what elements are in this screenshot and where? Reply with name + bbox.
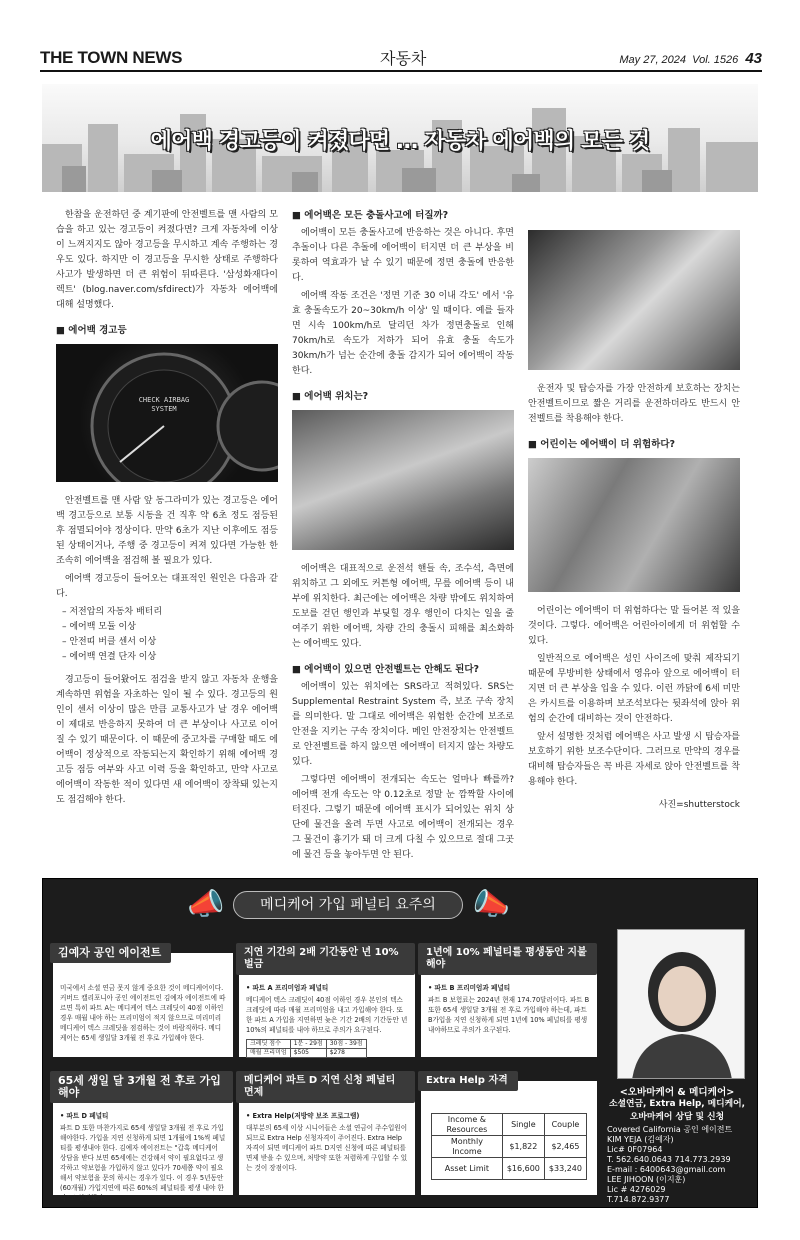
table-cell: 1분 - 29점: [290, 1040, 326, 1049]
contact-line: LEE JIHOON (이지훈): [607, 1175, 686, 1184]
ad-box-agent: [53, 946, 233, 1057]
paragraph: 그렇다면 에어백이 전개되는 속도는 얼마나 빠를까? 에어백 전개 속도는 약 0.12초로 정말 눈 깜짝할 사이에 터진다. 그렇기 때문에 에어백 표시가 되어있는 위치 상단에 물건을 올려 두면 사고로 에어백이 전개되는 경우 그 물건이 흉기가 돼 더 크게 다칠 수 있으므로 절대 그곳에 물건 등을 놓아두면 안 된다.: [292, 775, 514, 860]
ad-box-part-b: [421, 947, 597, 1057]
box-text: 파트 D 또한 마찬가지로 65세 생일달 3개월 전 후로 가입해야한다. 가입을 지연 신청하게 되면 1개월에 1%씩 페널티를 평생내야 한다. 김예자 에이전트는 "갑혹 메디케어 상담을 받다 보면 65세에는 건강해서 약이 필요없다고 생각하고 약보험을 가입하지 않고 있다가 70세쯤 약이 필요해서 약보험을 문의 하시는 경우가 있다. 이 경우 5년동안(60개월) 가입지연에 따른 60%의 페널티를 평생 내야 한다"고 설명했다.: [60, 1124, 226, 1202]
table-cell: $2,465: [544, 1136, 586, 1158]
airbag-warning-text: CHECK AIRBAG SYSTEM: [138, 396, 190, 413]
table-header: Income & Resources: [432, 1114, 503, 1136]
dashboard-photo: [56, 344, 278, 482]
issue-date: May 27, 2024: [619, 54, 687, 66]
box-tab: 메디케어 파트 D 지연 신청 페널티 면제: [236, 1071, 415, 1103]
box-tab: 1년에 10% 페널티를 평생동안 지불해야: [418, 943, 597, 975]
agent-portrait: [617, 929, 745, 1079]
table-cell: 30점 - 39점: [326, 1040, 366, 1049]
contact-line: T.714.872.9377: [607, 1195, 670, 1204]
table-cell: $16,600: [502, 1158, 544, 1180]
paragraph: 에어백 작동 조건은 '정면 기준 30 이내 각도' 에서 '유효 충돌속도가 20~30km/h 이상' 일 때이다. 예를 들자면 시속 100km/h로 달리던 차가 정면충돌로 인해 70km/h로 속도가 저하가 되어 유효 충돌 속도가 30km/h가 넘는 순간에 충돌 감지가 되어 에어백이 작동한다.: [292, 291, 514, 376]
megaphone-icon: 📣: [187, 887, 225, 922]
section-heading: ■ 에어백 경고등: [56, 325, 127, 336]
contact-line: KIM YEJA (김예자): [607, 1135, 674, 1144]
ad-box-part-d: [53, 1074, 233, 1202]
table-header-row: [432, 1114, 587, 1136]
box-tab: 65세 생일 달 3개월 전 후로 가입해야: [50, 1071, 233, 1103]
list-item: – 저전압의 자동차 배터리: [62, 607, 163, 617]
page-header: [40, 46, 762, 72]
table-cell: $505: [290, 1049, 326, 1058]
box-subtitle: • 파트 B 프리미엄과 페널티: [428, 984, 511, 992]
ad-box-part-a: [239, 947, 415, 1057]
intro-paragraph: 한참을 운전하던 중 계기판에 안전벨트를 맨 사람의 모습을 하고 있는 경고등이 켜졌다면? 크게 자동차에 이상이 느껴지지도 않아 경고등을 무시하고 계속 주행하는 경우도 있다. 하지만 이 경고등을 무시한 상태로 주행하다 사고가 발생하면 더 큰 위험이 뒤따른다. '삼성화재다이렉트' (blog.naver.com/sfdirect)가 자동차 에어백에 대해 설명했다.: [56, 210, 278, 310]
contact-line: E-mail : 6400643@gmail.com: [607, 1165, 726, 1174]
box-text: 파트 B 보험료는 2024년 현재 174.70달러이다. 파트 B 또한 65세 생일달 3개월 전 후로 가입해야 하는데, 파트B가입을 지연 신청하게 되면 1년에 10% 페널티를 평생 내야하므로 주의가 요구된다.: [428, 996, 590, 1034]
megaphone-icon: 📣: [473, 887, 511, 922]
box-subtitle: • 파트 A 프리미엄과 페널티: [246, 984, 329, 992]
eligibility-table: [431, 1113, 587, 1180]
section-heading: ■ 에어백이 있으면 안전벨트는 안해도 된다?: [292, 664, 480, 675]
table-row: [432, 1158, 587, 1180]
section-name: 자동차: [380, 49, 427, 68]
contact-line: Covered California 공인 에이전트: [607, 1125, 733, 1134]
table-header: Single: [502, 1114, 544, 1136]
contact-services: 소셜연금, Extra Help, 메디케어,: [609, 1099, 745, 1109]
box-text: 메디케어 텍스 크레딧이 40점 이하인 경우 본인의 텍스 크레딧에 따라 매월 프리미엄을 내고 가입해야 한다. 또한 파트 A 가입을 지연하면 늦은 기간 2배의 기간동안 년 10%의 페널티를 내야 하므로 주의가 요구된다.: [246, 996, 408, 1034]
list-item: – 에어백 연결 단자 이상: [62, 652, 157, 662]
box-tab: 김예자 공인 에이전트: [50, 943, 171, 963]
section-heading: ■ 에어백 위치는?: [292, 391, 369, 402]
paragraph: 에어백 경고등이 들어오는 대표적인 원인은 다음과 같다.: [56, 574, 278, 599]
headline-banner: [42, 84, 758, 192]
box-tab: Extra Help 자격: [418, 1071, 518, 1091]
headline: 에어백 경고등이 켜졌다면 … 자동차 에어백의 모든 것: [150, 129, 650, 154]
ad-box-extra-help: [239, 1075, 415, 1195]
article-column-2: [292, 208, 514, 866]
masthead: THE TOWN NEWS: [40, 48, 183, 67]
contact-line: Lic # 4276029: [607, 1185, 666, 1194]
ad-title: 메디케어 가입 페널티 요주의: [233, 891, 463, 919]
paragraph: 어린이는 에어백이 더 위험하다는 말 들어본 적 있을 것이다. 그렇다. 에어백은 어린아이에게 더 위험할 수 있다.: [528, 606, 740, 646]
ad-box-eligibility: [421, 1075, 597, 1195]
table-header: Couple: [544, 1114, 586, 1136]
table-cell: Asset Limit: [432, 1158, 503, 1180]
section-heading: ■ 에어백은 모든 충돌사고에 터질까?: [292, 210, 449, 221]
agent-contact-block: [601, 1087, 753, 1205]
portrait-illustration: [618, 930, 745, 1079]
medicare-advertisement: [42, 878, 758, 1208]
vol-number: 1526: [713, 54, 739, 66]
table-row: [247, 1049, 367, 1058]
paragraph: 운전자 및 탑승자를 가장 안전하게 보호하는 장치는 안전벨트이므로 짧은 거리를 운전하더라도 반드시 안전벨트를 착용해야 한다.: [528, 384, 740, 424]
list-item: – 안전띠 버클 센서 이상: [62, 637, 157, 647]
box-text: 대부분의 65세 이상 시니어들은 소셜 연금이 주수입원이 되므로 Extra Help 신청자격이 주어진다. Extra Help 자격이 되면 메디케어 파트 D지연 신청에 따른 페널티를 면제 받을 수 있으며, 처방약 또한 저렴하게 구입할 수 있는 것이 장점이다.: [246, 1124, 408, 1172]
paragraph: 경고등이 들어왔어도 점검을 받지 않고 자동차 운행을 계속하면 위험을 자초하는 일이 될 수 있다. 경고등의 원인이 센서 이상이 많은 만큼 교통사고가 날 경우 에어백이 제대로 반응하지 못하여 더 큰 부상이나 사고로 이어질 수 있기 때문이다. 이 때문에 중고차를 구매할 때도 에어백이 정상적으로 작동되는지 확인하기 위해 에어백 경고등 점등 여부와 사고 이력 등을 확인하고, 만약 사고로 에어백이 작동한 적이 있다면 새 에어백이 장착돼 있는지도 점검해야 한다.: [56, 675, 278, 805]
article-column-1: [56, 208, 278, 811]
seatbelt-photo: [528, 230, 740, 370]
contact-services: 오바마케어 상담 및 신청: [629, 1112, 725, 1122]
paragraph: 안전벨트를 맨 사람 앞 동그라미가 있는 경고등은 에어백 경고등으로 보통 시동을 건 직후 약 6초 정도 점등된 후 점멸되어야 정상이다. 만약 6초가 지난 이후에도 점등된 상태이거나, 주행 중 경고등이 켜져 있다면 가능한 한 조속히 에어백을 점검해 볼 필요가 있다.: [56, 496, 278, 566]
paragraph: 앞서 설명한 것처럼 에어백은 사고 발생 시 탑승자를 보호하기 위한 보조수단이다. 그러므로 만약의 경우를 대비해 탑승자들은 꼭 바른 자세로 앉아 안전벨트를 착용해야 한다.: [528, 732, 740, 787]
contact-line: Lic# 0F07964: [607, 1145, 663, 1154]
box-text: 미국에서 소셜 연금 못지 않게 중요한 것이 메디케어이다. 커버드 캘리포니아 공인 에이전트인 김예자 에이전트에 따르면 특히 파트 A는 메디케어 텍스 크레딧이 40점 이하인 경우 매월 내야 하는 프리미엄이 적지 않으므로 미리미리 메디케어 텍스 크레딧을 점검하는 것이 바람직하다. 메디케어는 65세 생일달 3개월 전 후로 가입해야 한다.: [60, 984, 226, 1042]
table-cell: $278: [326, 1049, 366, 1058]
table-row: [432, 1136, 587, 1158]
box-tab: 지연 기간의 2배 기간동안 년 10% 벌금: [236, 943, 415, 975]
airbag-interior-photo: [292, 410, 514, 550]
table-cell: 크레딧 점수: [247, 1040, 291, 1049]
table-cell: Monthly Income: [432, 1136, 503, 1158]
list-item: – 에어백 모듈 이상: [62, 622, 136, 632]
contact-heading: <오바마케어 & 메디케어>: [619, 1087, 735, 1098]
box-subtitle: • 파트 D 페널티: [60, 1112, 109, 1120]
paragraph: 에어백이 있는 위치에는 SRS라고 적혀있다. SRS는 Supplemental Restraint System 즉, 보조 구속 장치를 의미한다. 말 그대로 에어백은 위험한 순간에 보조로 안전을 지키는 구속 장치이다. 메인 안전장치는 안전벨트로 안전벨트를 하지 않으면 에어백이 터지지 않는 차량도 있다.: [292, 682, 514, 767]
section-heading: ■ 어린이는 에어백이 더 위험하다?: [528, 439, 676, 450]
cause-list: [62, 605, 278, 665]
box-subtitle: • Extra Help(저방약 보조 프로그램): [246, 1112, 360, 1120]
table-row: [247, 1040, 367, 1049]
page-number: 43: [745, 50, 762, 67]
table-cell: $33,240: [544, 1158, 586, 1180]
vol-label: Vol.: [692, 54, 711, 66]
paragraph: 에어백이 모든 충돌사고에 반응하는 것은 아니다. 후면 추돌이나 다른 추돌에 에어백이 터지면 더 큰 부상을 비롯하여 역효과가 날 수 있기 때문에 정면 충돌에 반응한다.: [292, 228, 514, 283]
photo-credit: 사진=shutterstock: [658, 800, 740, 810]
article-column-3: [528, 208, 740, 813]
paragraph: 에어백은 대표적으로 운전석 핸들 속, 조수석, 측면에 위치하고 그 외에도 커튼형 에어백, 무릎 에어백 등이 내부에 위치한다. 최근에는 에어백은 차량 밖에도 위치하여 도보를 걷던 행인과 부딪힐 경우 행인이 다치는 일을 줄여주기 위한 에어백, 차량 간의 충돌시 피해를 최소화하는 에어백도 있다.: [292, 564, 514, 649]
contact-line: T. 562.640.0643 714.773.2939: [607, 1155, 731, 1164]
child-car-seat-photo: [528, 458, 740, 592]
table-cell: $1,822: [502, 1136, 544, 1158]
table-cell: 매월 프리미엄: [247, 1049, 291, 1058]
premium-table: [246, 1039, 367, 1058]
paragraph: 일반적으로 에어백은 성인 사이즈에 맞춰 제작되기 때문에 무방비한 상태에서 영유아 앞으로 에어백이 터지면 더 큰 부상을 입을 수 있다. 이런 까닭에 6세 미만은 카시트를 이용하며 보조석보다는 뒷좌석에 앉아 위험의 순간에 대비하는 것이 안전하다.: [528, 654, 740, 724]
issue-info: [619, 50, 762, 67]
